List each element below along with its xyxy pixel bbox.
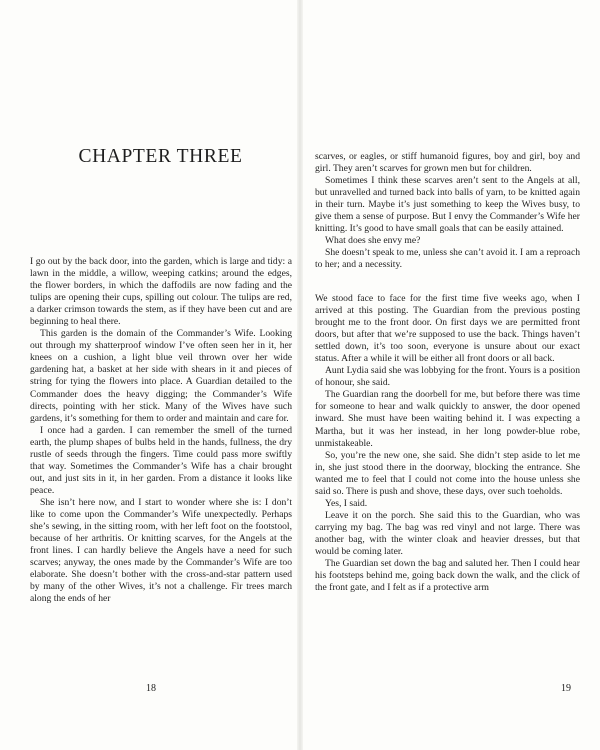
paragraph: She doesn’t speak to me, unless she can’t avoid it. I am a reproach to her; and a necessity. bbox=[315, 247, 580, 271]
left-page bbox=[0, 0, 298, 750]
paragraph: I once had a garden. I can remember the smell of the turned earth, the plump shapes of bulbs held in the hands, fullness, the dry rustle of seeds through the fingers. Time could pass more swiftly that way. Sometimes the Commander’s Wife has a chair brought out, and just sits in it, in her garden. From a distance it looks like peace. bbox=[30, 424, 292, 496]
paragraph: This garden is the domain of the Commander’s Wife. Looking out through my shatterproof window I’ve often seen her in it, her knees on a cushion, a light blue veil thrown over her wide gardening hat, a basket at her side with shears in it and pieces of string for tying the flowers into place. A Guardian detailed to the Commander does the heavy digging; the Commander’s Wife directs, pointing with her stick. Many of the Wives have such gardens, it’s something for them to order and maintain and care for. bbox=[30, 328, 292, 424]
paragraph: scarves, or eagles, or stiff humanoid figures, boy and girl, boy and girl. They aren’t scarves for grown men but for children. bbox=[315, 151, 580, 175]
paragraph: Sometimes I think these scarves aren’t sent to the Angels at all, but unravelled and turned back into balls of yarn, to be knitted again in their turn. Maybe it’s just something to keep the Wives busy, to give them a sense of purpose. But I envy the Commander’s Wife her knitting. It’s good to have small goals that can be easily attained. bbox=[315, 175, 580, 235]
paragraph: Yes, I said. bbox=[325, 497, 368, 509]
paragraph: She isn’t here now, and I start to wonder where she is: I don’t like to come upon the Commander’s Wife unexpectedly. Perhaps she’s sewing, in the sitting room, with her left foot on the footstool, because of her arthritis. Or knitting scarves, for the Angels at the front lines. I can hardly believe the Angels have a need for such scarves; anyway, the ones made by the Commander’s Wife are too elaborate. She doesn’t bother with the cross-and-star pattern used by many of the other Wives, it’s not a challenge. Fir trees march along the ends of her bbox=[30, 496, 292, 605]
paragraph: I go out by the back door, into the garden, which is large and tidy: a lawn in the middle, a willow, weeping catkins; around the edges, the flower borders, in which the daffodils are now fading and the tulips are opening their cups, spilling out colour. The tulips are red, a darker crimson towards the stem, as if they have been cut and are beginning to heal there. bbox=[30, 256, 292, 328]
paragraph: The Guardian set down the bag and saluted her. Then I could hear his footsteps behind me, going back down the walk, and the click of the front gate, and I felt as if a protective arm bbox=[315, 558, 580, 594]
paragraph: The Guardian rang the doorbell for me, but before there was time for someone to hear and walk quickly to answer, the door opened inward. She must have been waiting behind it. I was expecting a Martha, but it was her instead, in her long powder-blue robe, unmistakeable. bbox=[315, 389, 580, 449]
paragraph: What does she envy me? bbox=[325, 235, 421, 247]
page-number-right: 19 bbox=[561, 683, 571, 694]
left-page-text bbox=[30, 256, 292, 605]
paragraph: Leave it on the porch. She said this to the Guardian, who was carrying my bag. The bag was red vinyl and not large. There was another bag, with the winter cloak and heavier dresses, but that would be coming later. bbox=[315, 509, 580, 557]
chapter-title: CHAPTER THREE bbox=[78, 146, 243, 167]
right-page-text-first-section bbox=[315, 151, 580, 271]
right-page bbox=[302, 0, 600, 750]
page-number-left: 18 bbox=[146, 683, 156, 694]
right-page-text-second-section bbox=[315, 293, 580, 594]
paragraph: Aunt Lydia said she was lobbying for the front. Yours is a position of honour, she said. bbox=[315, 365, 580, 389]
paragraph: We stood face to face for the first time five weeks ago, when I arrived at this posting. The Guardian from the previous posting brought me to the front door. On first days we are permitted front doors, but after that we’re supposed to use the back. Things haven’t settled down, it’s too soon, everyone is unsure about our exact status. After a while it will be either all front doors or all back. bbox=[315, 293, 580, 365]
paragraph: So, you’re the new one, she said. She didn’t step aside to let me in, she just stood there in the doorway, blocking the entrance. She wanted me to feel that I could not come into the house unless she said so. There is push and shove, these days, over such toeholds. bbox=[315, 449, 580, 497]
